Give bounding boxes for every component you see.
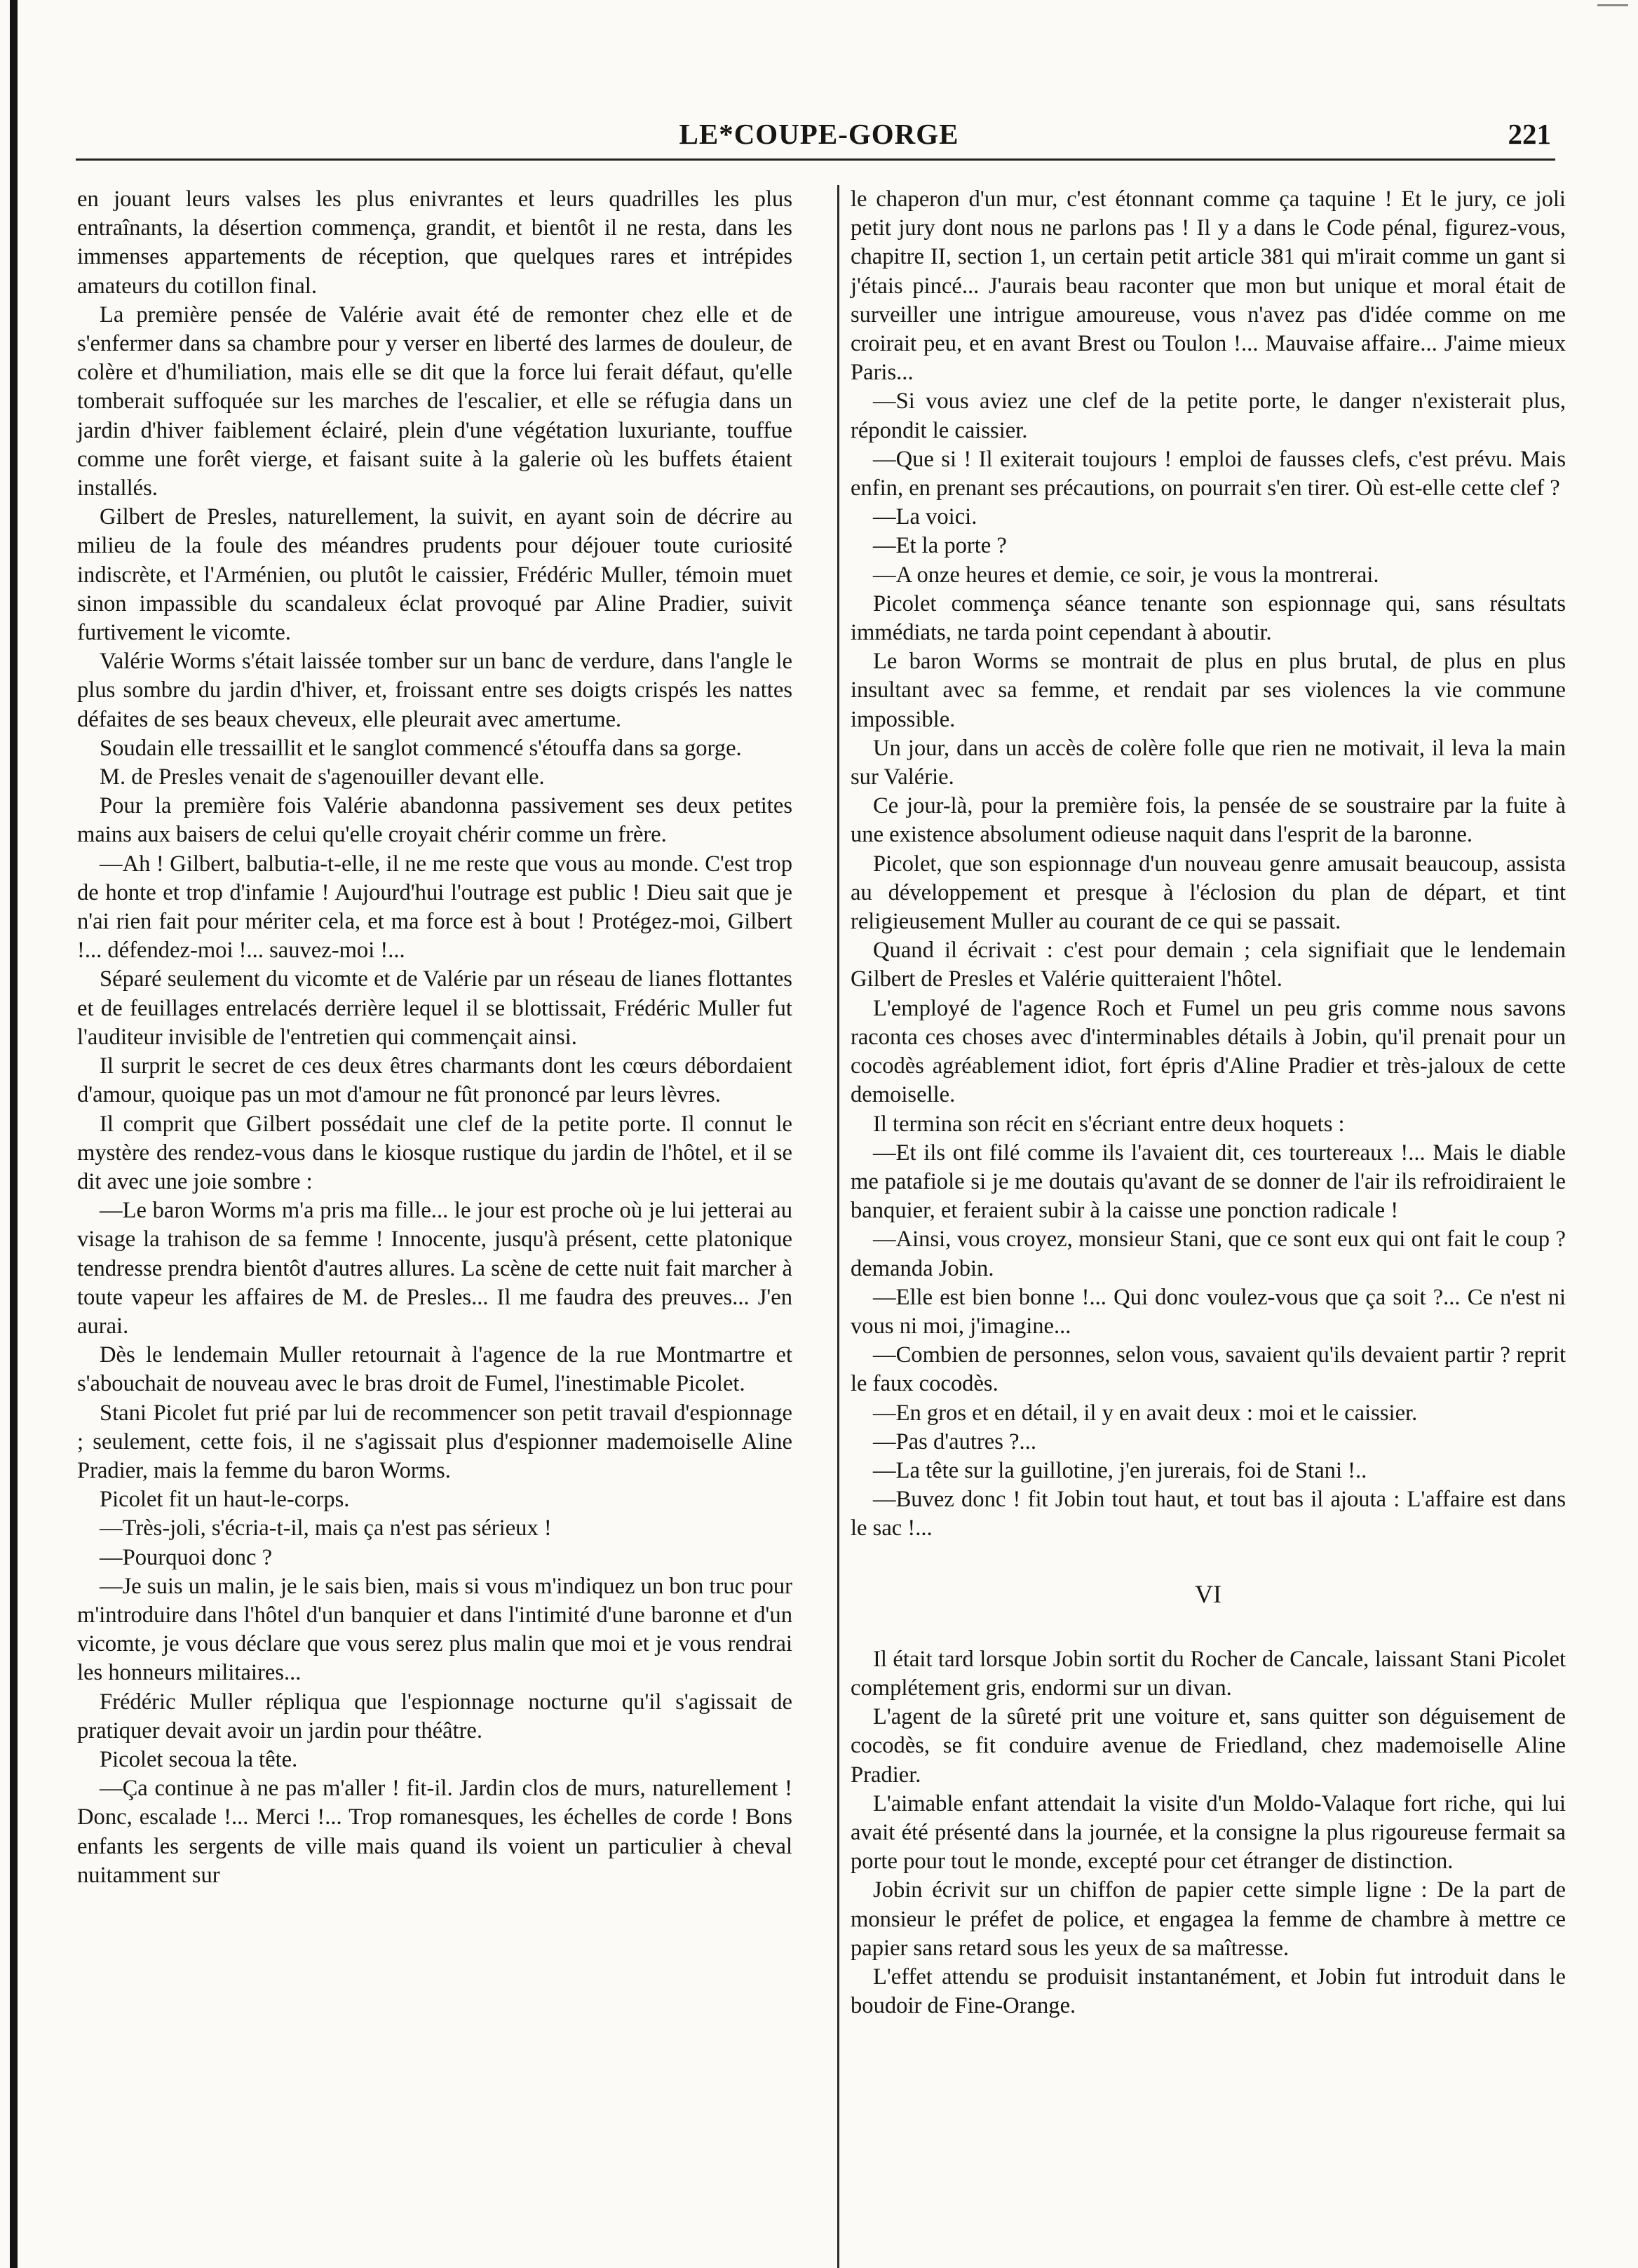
paragraph: —A onze heures et demie, ce soir, je vous la montrerai.	[873, 562, 1379, 588]
paragraph: Dès le lendemain Muller retournait à l'agence de la rue Montmartre et s'abouchait de nouveau avec le bras droit de Fumel, l'inestimable Picolet.	[77, 1342, 792, 1397]
paragraph: Il était tard lorsque Jobin sortit du Rocher de Cancale, laissant Stani Picolet complétement gris, endormi sur un divan.	[851, 1646, 1566, 1701]
paragraph: —Pourquoi donc ?	[100, 1544, 273, 1570]
column-divider	[837, 185, 839, 2268]
paragraph: La première pensée de Valérie avait été de remonter chez elle et de s'enfermer dans sa chambre pour y verser en liberté des larmes de douleur, de colère et d'humiliation, mais elle se dit que la force lui ferait défaut, qu'elle tomberait suffoquée sur les marches de l'escalier, et elle se réfugia dans un jardin d'hiver faiblement éclairé, plein d'une végétation luxuriante, touffue comme une forêt vierge, et faisant suite à la galerie où les buffets étaient installés.	[77, 302, 792, 501]
paragraph: —La voici.	[873, 504, 977, 530]
corner-mark	[1597, 4, 1628, 6]
paragraph: —Que si ! Il exiterait toujours ! emploi de fausses clefs, c'est prévu. Mais enfin, en prenant ses précautions, on pourrait s'en tirer. Où est-elle cette clef ?	[851, 446, 1566, 501]
page-number: 221	[1508, 118, 1551, 150]
paragraph: Pour la première fois Valérie abandonna passivement ses deux petites mains aux baisers de celui qu'elle croyait chérir comme un frère.	[77, 793, 792, 848]
paragraph: Il surprit le secret de ces deux êtres charmants dont les cœurs débordaient d'amour, quoique pas un mot d'amour ne fût prononcé par leurs lèvres.	[77, 1053, 792, 1108]
paragraph: Valérie Worms s'était laissée tomber sur un banc de verdure, dans l'angle le plus sombre du jardin d'hiver, et, froissant entre ses doigts crispés les nattes défaites de ses beaux cheveux, elle pleurait avec amertume.	[77, 649, 792, 732]
paragraph: Il termina son récit en s'écriant entre deux hoquets :	[873, 1111, 1345, 1137]
paragraph: Picolet fit un haut-le-corps.	[100, 1487, 350, 1513]
paragraph: L'aimable enfant attendait la visite d'un Moldo-Valaque fort riche, qui lui avait été présenté dans la journée, et la consigne la plus rigoureuse fermait sa porte pour tout le monde, excepté pour cet étranger de distinction.	[851, 1790, 1566, 1875]
paragraph: L'effet attendu se produisit instantanément, et Jobin fut introduit dans le boudoir de Fine-Orange.	[851, 1964, 1566, 2019]
paragraph: Picolet secoua la tête.	[100, 1746, 298, 1772]
paragraph: L'agent de la sûreté prit une voiture et, sans quitter son déguisement de cocodès, se fit conduire avenue de Friedland, chez mademoiselle Aline Pradier.	[851, 1704, 1566, 1788]
paragraph: Stani Picolet fut prié par lui de recommencer son petit travail d'espionnage ; seulement, cette fois, il ne s'agissait plus d'espionner mademoiselle Aline Pradier, mais la femme du baron Worms.	[77, 1400, 792, 1483]
paragraph: Ce jour-là, pour la première fois, la pensée de se soustraire par la fuite à une existence absolument odieuse naquit dans l'esprit de la baronne.	[851, 793, 1566, 848]
paragraph: le chaperon d'un mur, c'est étonnant comme ça taquine ! Et le jury, ce joli petit jury dont nous ne parlons pas ! Il y a dans le Code pénal, figurez-vous, chapitre II, section 1, un certain petit article 381 qui m'irait comme un gant si j'étais pincé... J'aurais beau raconter que mon but unique et moral était de surveiller une intrigue amoureuse, vous n'avez pas d'idée comme on me croirait peu, et en avant Brest ou Toulon !... Mauvaise affaire... J'aime mieux Paris...	[851, 187, 1566, 386]
paragraph: Picolet commença séance tenante son espionnage qui, sans résultats immédiats, ne tarda point cependant à aboutir.	[851, 590, 1566, 646]
paragraph: —Je suis un malin, je le sais bien, mais si vous m'indiquez un bon truc pour m'introduire dans l'hôtel d'un banquier et dans l'intimité d'une baronne et d'un vicomte, je vous déclare que vous serez plus malin que moi et je vous rendrai les honneurs militaires...	[77, 1573, 792, 1686]
paragraph: Séparé seulement du vicomte et de Valérie par un réseau de lianes flottantes et de feuillages entrelacés derrière lequel il se blottissait, Frédéric Muller fut l'auditeur invisible de l'entretien qui commençait ainsi.	[77, 966, 792, 1050]
paragraph: —Ainsi, vous croyez, monsieur Stani, que ce sont eux qui ont fait le coup ? demanda Jobin.	[851, 1227, 1566, 1281]
running-title: LE*COUPE-GORGE	[679, 118, 959, 150]
paragraph: Soudain elle tressaillit et le sanglot commencé s'étouffa dans sa gorge.	[100, 735, 742, 761]
right-column	[851, 185, 1566, 2020]
paragraph: Le baron Worms se montrait de plus en plus brutal, de plus en plus insultant avec sa femme, et rendait par ses violences la vie commune impossible.	[851, 649, 1566, 732]
paragraph: —Très-joli, s'écria-t-il, mais ça n'est pas sérieux !	[100, 1516, 552, 1541]
paragraph: —La tête sur la guillotine, j'en jurerais, foi de Stani !..	[873, 1457, 1367, 1483]
paragraph: —En gros et en détail, il y en avait deux : moi et le caissier.	[873, 1400, 1418, 1426]
page-edge-shadow	[10, 0, 18, 2268]
paragraph: —Pas d'autres ?...	[873, 1429, 1036, 1454]
paragraph: —Buvez donc ! fit Jobin tout haut, et tout bas il ajouta : L'affaire est dans le sac !...	[851, 1487, 1566, 1541]
paragraph: en jouant leurs valses les plus enivrantes et leurs quadrilles les plus entraînants, la désertion commença, grandit, et bientôt il ne resta, dans les immenses appartements de réception, que quelques rares et intrépides amateurs du cotillon final.	[77, 187, 792, 299]
paragraph: —Et ils ont filé comme ils l'avaient dit, ces tourtereaux !... Mais le diable me patafiole si je me doutais qu'avant de se donner de l'air ils refroidiraient le banquier, et feraient subir à la caisse une ponction radicale !	[851, 1140, 1566, 1224]
paragraph: L'employé de l'agence Roch et Fumel un peu gris comme nous savons raconta ces choses avec d'interminables détails à Jobin, qu'il prenait pour un cocodès agréablement idiot, fort épris d'Aline Pradier et très-jaloux de cette demoiselle.	[851, 995, 1566, 1108]
paragraph: Picolet, que son espionnage d'un nouveau genre amusait beaucoup, assista au développement et presque à l'éclosion du plan de départ, et tint religieusement Muller au courant de ce qui se passait.	[851, 851, 1566, 935]
paragraph: Gilbert de Presles, naturellement, la suivit, en ayant soin de décrire au milieu de la foule des méandres prudents pour déjouer toute curiosité indiscrète, et l'Arménien, ou plutôt le caissier, Frédéric Muller, témoin muet sinon impassible du scandaleux éclat provoqué par Aline Pradier, suivit furtivement le vicomte.	[77, 504, 792, 646]
paragraph: —Si vous aviez une clef de la petite porte, le danger n'existerait plus, répondit le caissier.	[851, 389, 1566, 443]
paragraph: —Ah ! Gilbert, balbutia-t-elle, il ne me reste que vous au monde. C'est trop de honte et trop d'infamie ! Aujourd'hui l'outrage est public ! Dieu sait que je n'ai rien fait pour mériter cela, et ma force est à bout ! Protégez-moi, Gilbert !... défendez-moi !... sauvez-moi !...	[77, 851, 792, 964]
paragraph: Jobin écrivit sur un chiffon de papier cette simple ligne : De la part de monsieur le préfet de police, et engagea la femme de chambre à mettre ce papier sans retard sous les yeux de sa maîtresse.	[851, 1877, 1566, 1961]
paragraph: —Et la porte ?	[873, 533, 1007, 559]
paragraph: Quand il écrivait : c'est pour demain ; cela signifiait que le lendemain Gilbert de Presles et Valérie quitteraient l'hôtel.	[851, 938, 1566, 992]
paragraph: —Combien de personnes, selon vous, savaient qu'ils devaient partir ? reprit le faux cocodès.	[851, 1342, 1566, 1397]
paragraph: Un jour, dans un accès de colère folle que rien ne motivait, il leva la main sur Valérie.	[851, 735, 1566, 790]
header-rule	[76, 158, 1555, 161]
chapter-heading: VI	[1195, 1579, 1221, 1608]
paragraph: —Ça continue à ne pas m'aller ! fit-il. Jardin clos de murs, naturellement ! Donc, escalade !... Merci !... Trop romanesques, les échelles de corde ! Bons enfants les sergents de ville mais quand ils voient un particulier à cheval nuitamment sur	[77, 1776, 792, 1888]
paragraph: —Elle est bien bonne !... Qui donc voulez-vous que ça soit ?... Ce n'est ni vous ni moi, j'imagine...	[851, 1284, 1566, 1339]
left-column	[77, 185, 792, 1890]
paragraph: Il comprit que Gilbert possédait une clef de la petite porte. Il connut le mystère des rendez-vous dans le kiosque rustique du jardin de l'hôtel, et il se dit avec une joie sombre :	[77, 1111, 792, 1194]
paragraph: Frédéric Muller répliqua que l'espionnage nocturne qu'il s'agissait de pratiquer devait avoir un jardin pour théâtre.	[77, 1689, 792, 1743]
paragraph: —Le baron Worms m'a pris ma fille... le jour est proche où je lui jetterai au visage la trahison de sa femme ! Innocente, jusqu'à présent, cette platonique tendresse prendra bientôt d'autres allures. La scène de cette nuit fait marcher à toute vapeur les affaires de M. de Presles... Il me faudra des preuves... J'en aurai.	[77, 1198, 792, 1339]
paragraph: M. de Presles venait de s'agenouiller devant elle.	[100, 764, 545, 790]
